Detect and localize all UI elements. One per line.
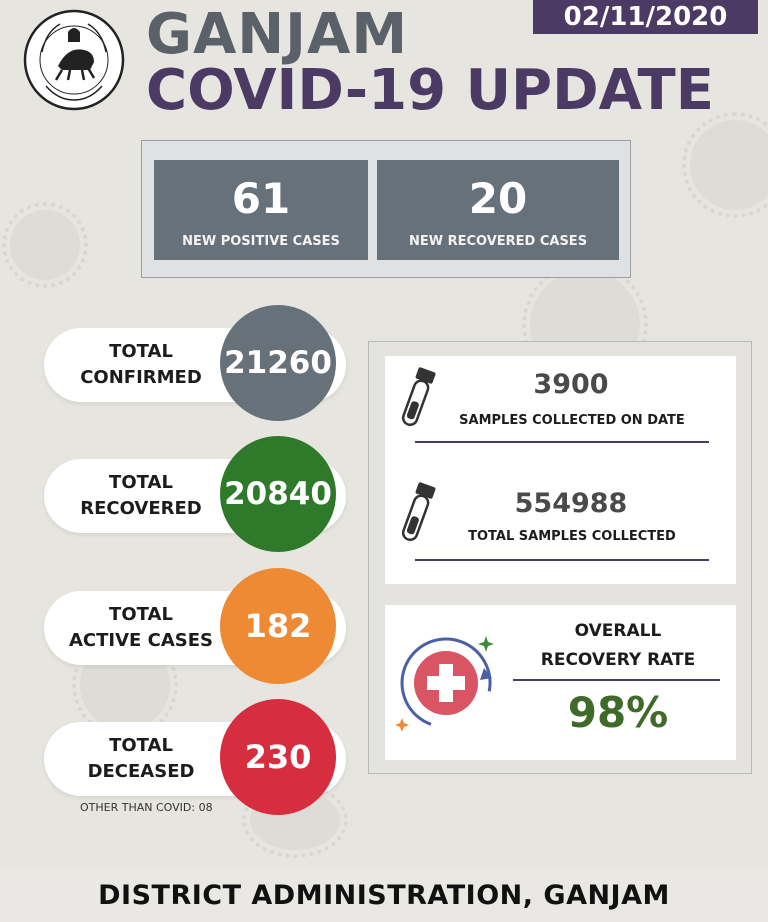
samples-total-value: 554988 (514, 488, 628, 519)
divider (513, 679, 720, 681)
total-recovered-label: TOTAL RECOVERED (80, 472, 202, 519)
test-tube-icon (397, 481, 437, 547)
total-deceased-circle: 230 (220, 699, 336, 815)
samples-total-label: TOTAL SAMPLES COLLECTED (468, 529, 676, 544)
total-confirmed-label: TOTAL CONFIRMED (80, 341, 202, 388)
new-positive-label: NEW POSITIVE CASES (182, 234, 340, 249)
new-recovered-label: NEW RECOVERED CASES (408, 234, 588, 249)
new-recovered-card (377, 160, 619, 260)
test-tube-icon (397, 366, 437, 432)
divider (415, 441, 709, 443)
new-positive-value: 61 (231, 174, 291, 223)
recovery-rate-title-line1: OVERALL (574, 621, 662, 641)
samples-today-value: 3900 (533, 369, 609, 400)
total-active-label: TOTAL ACTIVE CASES (69, 604, 213, 651)
new-positive-card (154, 160, 368, 260)
footer-credit: DISTRICT ADMINISTRATION, GANJAM (98, 880, 670, 911)
virus-decoration-icon (10, 210, 80, 280)
page-title-district: GANJAM (146, 2, 409, 67)
total-active-circle: 182 (220, 568, 336, 684)
recovery-rate-title (520, 617, 716, 675)
date-badge: 02/11/2020 (533, 0, 758, 34)
total-deceased-label: TOTAL DECEASED (87, 735, 195, 782)
recovery-rate-title-line2: RECOVERY RATE (540, 650, 696, 670)
recovery-rate-value: 98% (567, 688, 669, 737)
medical-cross-icon (392, 628, 502, 738)
total-recovered-circle: 20840 (220, 436, 336, 552)
page-title-update: COVID-19 UPDATE (146, 58, 715, 123)
new-recovered-value: 20 (468, 174, 528, 223)
divider (415, 559, 709, 561)
deceased-note: OTHER THAN COVID: 08 (80, 801, 213, 814)
samples-today-label: SAMPLES COLLECTED ON DATE (459, 413, 685, 428)
virus-decoration-icon (690, 120, 768, 210)
odisha-emblem-icon (22, 8, 126, 112)
total-confirmed-circle: 21260 (220, 305, 336, 421)
